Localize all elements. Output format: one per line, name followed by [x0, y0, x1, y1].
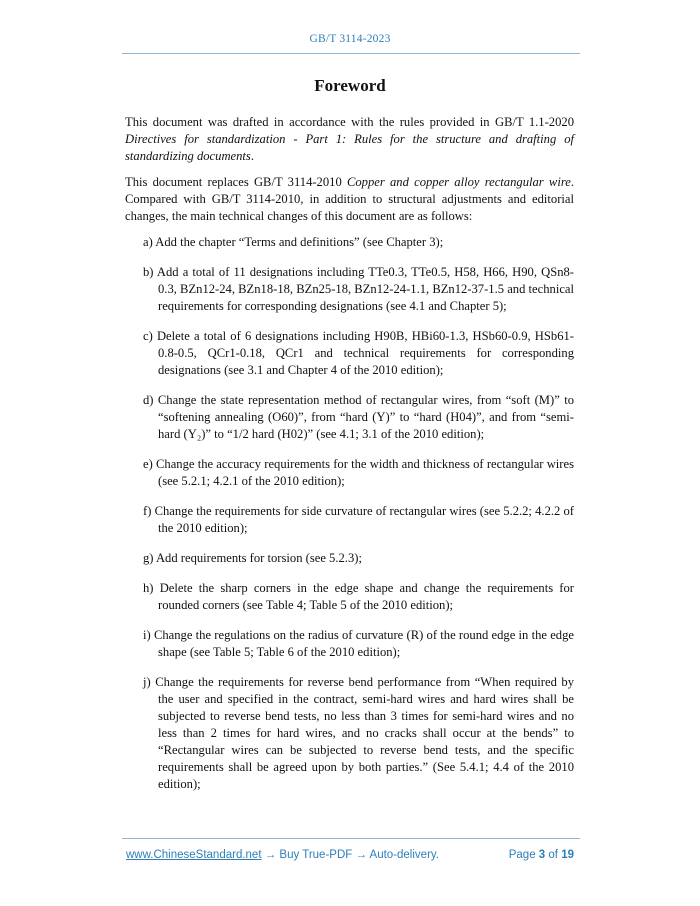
standard-number: GB/T 3114-2023 [309, 33, 391, 45]
replaced-standard-title: Copper and copper alloy rectangular wire [346, 175, 571, 189]
change-item-d: d) Change the state representation method of rectangular wires, from “soft (M)” to “softening annealing (O60)”, from “hard (Y)” to “hard (H04)”, and from “semi-hard (Y₂)” to “1/2 hard (H02)” (see 4.1; 3.1 of the 2010 edition); [143, 393, 574, 441]
replacement-text: This document replaces GB/T 3114-2010 [125, 175, 347, 189]
change-item-g: g) Add requirements for torsion (see 5.2.3); [143, 551, 362, 565]
footer-promo [126, 849, 439, 861]
intro-text-end: . [250, 149, 254, 163]
page-indicator [509, 849, 574, 861]
intro-paragraph [125, 114, 574, 165]
page-label: Page [508, 849, 536, 861]
replacement-paragraph [125, 174, 574, 225]
page-of-label: of [548, 849, 558, 861]
change-item-e: e) Change the accuracy requirements for the width and thickness of rectangular wires (see 5.2.1; 4.2.1 of the 2010 edition); [143, 457, 574, 488]
footer-divider [122, 838, 580, 839]
intro-text: This document was drafted in accordance with the rules provided in GB/T 1.1-2020 [125, 115, 574, 129]
document-header [0, 33, 700, 45]
change-item-i: i) Change the regulations on the radius of curvature (R) of the round edge in the edge shape (see Table 5; Table 6 of the 2010 edition); [143, 628, 574, 659]
promo-text: → Buy True-PDF → Auto-delivery. [261, 849, 439, 861]
replacement-text-end: . Compared with GB/T 3114-2010, in addition to structural adjustments and editorial changes, the main technical changes of this document are as follows: [125, 175, 574, 223]
page-current: 3 [538, 849, 546, 861]
header-divider [122, 53, 580, 54]
change-item-j: j) Change the requirements for reverse bend performance from “When required by the user and specified in the contract, semi-hard wires and hard wires shall be subjected to reverse bend tests, no less than 3 times for semi-hard wires and no less than 2 times for hard wires, and no cracks shall occur at the bends” to “Rectangular wires can be subjected to reverse bend tests, and the specific requirements shall be agreed upon by both parties.” (See 5.4.1; 4.4 of the 2010 edition); [143, 675, 574, 791]
change-item-f: f) Change the requirements for side curvature of rectangular wires (see 5.2.2; 4.2.2 of the 2010 edition); [143, 504, 574, 535]
change-item-c: c) Delete a total of 6 designations including H90B, HBi60-1.3, HSb60-0.9, HSb61-0.8-0.5, QCr1-0.18, QCr1 and technical requirements for corresponding designations (see 3.1 and Chapter 4 of the 2010 edition); [143, 329, 574, 377]
page-title: Foreword [314, 76, 386, 95]
change-item-h: h) Delete the sharp corners in the edge shape and change the requirements for rounded corners (see Table 4; Table 5 of the 2010 edition); [143, 581, 574, 612]
change-item-a: a) Add the chapter “Terms and definitions” (see Chapter 3); [143, 235, 444, 249]
technical-changes-list [125, 234, 574, 793]
intro-cited-title: Directives for standardization - Part 1: Rules for the structure and drafting of standardizing documents [125, 132, 574, 163]
change-item-b: b) Add a total of 11 designations including TTe0.3, TTe0.5, H58, H66, H90, QSn8-0.3, BZn12-24, BZn18-18, BZn25-18, BZn12-24-1.1, BZn12-37-1.5 and technical requirements for corresponding designations (see 4.1 and Chapter 5); [143, 265, 574, 313]
document-body [125, 114, 574, 806]
page-total: 19 [561, 849, 574, 861]
store-link[interactable]: www.ChineseStandard.net [126, 849, 262, 861]
